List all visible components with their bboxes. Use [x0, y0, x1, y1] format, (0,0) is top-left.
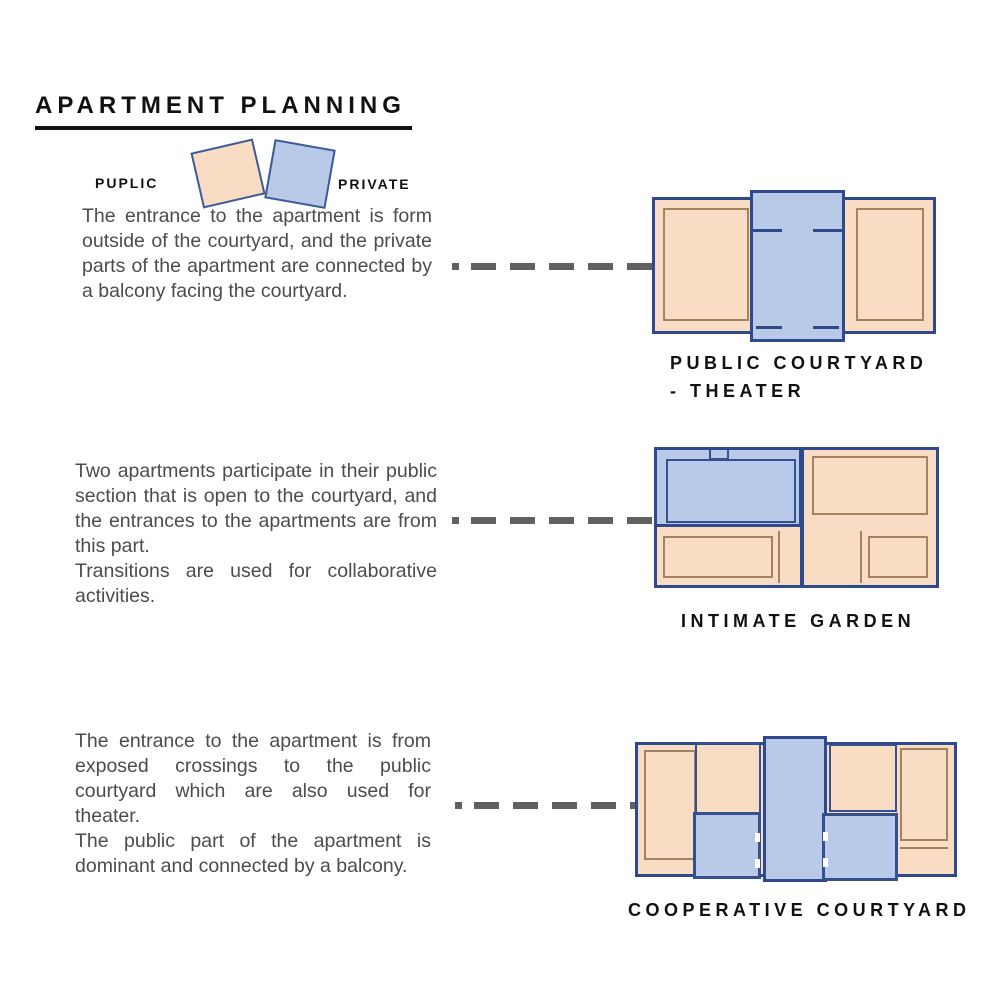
plan-intimate-garden [654, 444, 940, 589]
plan2-center-divider [800, 447, 804, 588]
plan3-upper-right-room [829, 744, 897, 812]
plan2-top-right-room [812, 456, 928, 515]
wall-stub [756, 326, 782, 329]
section-2-paragraph: Two apartments participate in their public section that is open to the courtyard, and the entrances to the apartments are from this part. [75, 460, 437, 557]
plan1-right-public-room [856, 208, 924, 321]
plan3-private-center-crossing [763, 736, 827, 882]
wall-stub [813, 229, 842, 232]
plan3-left-public-room [644, 750, 696, 860]
section-3-description [75, 729, 431, 879]
plan-1-caption-line1: PUBLIC COURTYARD [670, 353, 928, 373]
plan-1-caption-line2: - THEATER [670, 381, 806, 401]
plan2-private-inner-wall [666, 459, 796, 523]
legend-private-label: PRIVATE [338, 176, 411, 192]
section-2-description [75, 459, 437, 609]
section-1-paragraph: The entrance to the apartment is form outside of the courtyard, and the private parts of the apartment are connected by a balcony facing the courtyard. [82, 205, 432, 302]
wall-notch [709, 450, 729, 460]
section-1-connector-line [452, 262, 652, 270]
section-3-paragraph: The public part of the apartment is dominant and connected by a balcony. [75, 830, 431, 877]
plan3-partition-line [900, 847, 948, 849]
legend-public-label: PUPLIC [95, 175, 159, 191]
plan2-bottom-right-room [868, 536, 928, 578]
plan3-right-public-room [900, 748, 948, 841]
plan-public-courtyard-theater [650, 190, 944, 342]
plan3-left-private-room [693, 812, 761, 879]
plan2-private-quadrant [654, 447, 802, 527]
door-gap [755, 859, 760, 868]
plan-1-caption [670, 349, 927, 405]
door-gap [823, 832, 828, 841]
section-2-paragraph: Transitions are used for collaborative activities. [75, 560, 437, 607]
dashed-line [471, 263, 652, 270]
plan2-partition-line [778, 531, 780, 583]
dashed-line [471, 517, 652, 524]
dash-dot [452, 263, 459, 270]
plan-2-caption [681, 607, 915, 635]
dash-dot [455, 802, 462, 809]
dash-dot [452, 517, 459, 524]
plan-2-caption-line1: INTIMATE GARDEN [681, 611, 916, 631]
section-3-connector-line [455, 801, 635, 809]
plan-3-caption [628, 896, 971, 924]
plan1-left-public-room [663, 208, 749, 321]
legend-public-swatch [190, 139, 265, 209]
door-gap [755, 833, 760, 842]
plan3-upper-left-room [695, 742, 761, 814]
dashed-line [474, 802, 635, 809]
legend-private-swatch [264, 139, 335, 209]
door-gap [823, 858, 828, 867]
plan-3-caption-line1: COOPERATIVE COURTYARD [628, 900, 971, 920]
wall-stub [813, 326, 839, 329]
wall-stub [753, 229, 782, 232]
plan3-right-private-room [822, 813, 898, 881]
plan2-bottom-left-room [663, 536, 773, 578]
section-1-description [82, 204, 432, 304]
plan2-partition-line [860, 531, 862, 583]
page-title: APARTMENT PLANNING [35, 92, 412, 130]
plan1-private-courtyard [750, 190, 845, 342]
section-2-connector-line [452, 516, 652, 524]
section-3-paragraph: The entrance to the apartment is from exposed crossings to the public courtyard which are also used for theater. [75, 730, 431, 827]
plan-cooperative-courtyard [632, 733, 962, 885]
